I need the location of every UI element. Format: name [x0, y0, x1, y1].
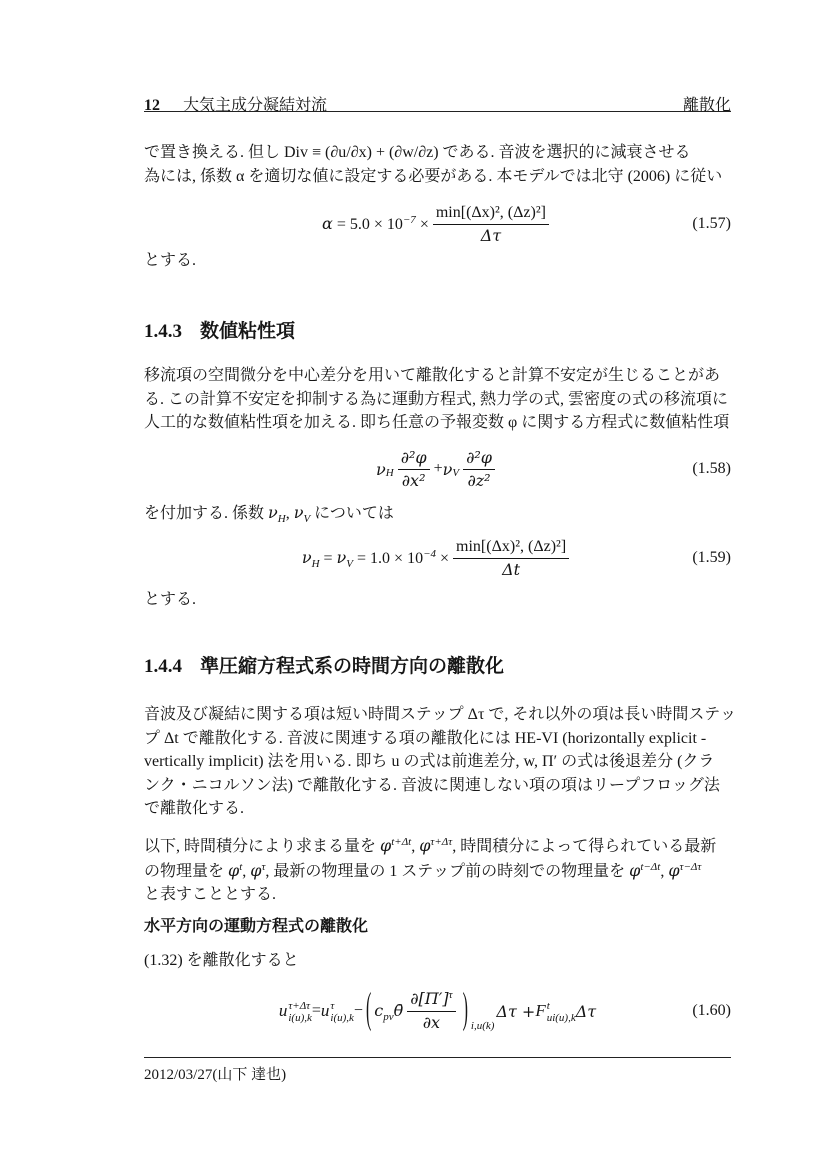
fraction: [407, 988, 455, 1034]
fraction-denominator: Δt: [502, 559, 521, 579]
equation-1-57-body: [322, 202, 553, 247]
equation-1-59-body: [302, 536, 573, 581]
text-line: で離散化する.: [144, 800, 245, 817]
text-line: ンク・ニコルソン法) で離散化する. 音波に関連しない項の項はリープフロッグ法: [144, 776, 720, 794]
equation-number: (1.57): [692, 215, 731, 232]
text-line: とする.: [144, 591, 197, 608]
math-subscript: ui(u),k: [546, 1012, 576, 1024]
fraction: [453, 536, 569, 581]
math-superscript: τ+Δτ: [288, 1000, 311, 1012]
equation-lhs: $\alpha = 5.0 \times 10^{-7}$ ×: [322, 214, 429, 233]
math-operator: −: [353, 1002, 363, 1019]
equation-number: (1.60): [692, 1002, 731, 1019]
paragraph-time-discretization: [144, 703, 737, 821]
fraction-numerator: $\partial[\Pi']^\tau$: [410, 989, 453, 1008]
section-number: 1.4.4: [144, 656, 182, 677]
equation-number: (1.59): [692, 549, 731, 566]
fraction-denominator: ∂z²: [467, 470, 491, 490]
math-subscript: i(u),k: [288, 1012, 312, 1024]
math-operator: +: [433, 460, 443, 477]
fraction-denominator: ∂x: [422, 1013, 441, 1032]
fraction: [398, 447, 430, 492]
section-title: 準圧縮方程式系の時間方向の離散化: [200, 656, 505, 677]
math-var: u: [278, 1001, 288, 1020]
equation-1-58: [144, 446, 731, 492]
text-line: 人工的な数値粘性項を加える. 即ち任意の予報変数 φ に関する方程式に数値粘性項: [144, 414, 730, 431]
text-line: vertically implicit) 法を用いる. 即ち u の式は前進差分, w, Π′ の式は後退差分 (クラ: [144, 753, 715, 770]
section-heading-143: [144, 316, 731, 343]
fraction-numerator: min[(Δx)², (Δz)²]: [435, 203, 546, 221]
paragraph-divergence: [144, 141, 731, 188]
math-superscript: t: [546, 1000, 550, 1012]
header-right-title: 離散化: [682, 97, 731, 114]
page-number: 12: [144, 97, 160, 114]
section-title: 数値粘性項: [200, 321, 296, 342]
supsub-stack: [330, 1000, 354, 1024]
text-line: の物理量を $\varphi^t$, $\varphi^\tau$, 最新の物理量の 1 ステップ前の時刻での物理量を $\varphi^{t-\Delta t}$, $\varphi^{\tau-\Delta\tau}$: [144, 860, 702, 880]
coefficient: $c_{pv}\thetā$: [374, 1001, 404, 1023]
left-paren: (: [365, 986, 372, 1033]
text-line: る. この計算不安定を抑制する為に運動方程式, 熱力学の式, 雲密度の式の移流項に: [144, 390, 729, 408]
math-superscript: τ: [330, 1000, 335, 1012]
footer-rule: [144, 1057, 731, 1058]
equation-1-60: [144, 982, 731, 1040]
text-line: 以下, 時間積分により求まる量を $\varphi^{t+\Delta t}$, $\varphi^{\tau+\Delta\tau}$, 時間積分によって得られている最新: [144, 836, 717, 855]
math-operator: =: [311, 1002, 321, 1019]
paragraph-notation: [144, 834, 731, 907]
math-term: Δτ: [575, 1001, 597, 1021]
right-paren: ): [462, 986, 468, 1033]
header-left-title: 大気主成分凝結対流: [183, 97, 328, 114]
math-var: ν: [442, 459, 453, 479]
text-line: 移流項の空間微分を中心差分を用いて離散化すると計算不安定が生じることがあ: [144, 367, 721, 384]
header-rule: [144, 111, 731, 112]
math-var: F: [535, 1001, 546, 1020]
text-line: とする.: [144, 252, 197, 269]
text-line: を付加する. 係数 $\nu_H$, $\nu_V$ については: [144, 503, 394, 525]
text-line: (1.32) を離散化すると: [144, 952, 299, 969]
section-number: 1.4.3: [144, 321, 182, 342]
text-line: プ Δt で離散化する. 音波に関連する項の離散化には HE-VI (horizontally explicit -: [144, 729, 707, 747]
paren-subscript: i,u(k): [470, 1020, 495, 1032]
equation-1-58-body: ν $_H$ $\frac{\text{∂²φ}}{\text{∂x²}}$ + ν $_V$ $\frac{\text{∂²φ}}{\text{∂z²}}$: [376, 447, 499, 492]
supsub-stack: [288, 1000, 312, 1024]
fraction-denominator: Δτ: [480, 225, 502, 245]
math-var: u: [320, 1001, 330, 1020]
supsub-stack: [547, 1000, 576, 1024]
math-subscript: i(u),k: [330, 1012, 354, 1024]
fraction-numerator: min[(Δx)², (Δz)²]: [456, 537, 567, 555]
equation-1-60-body: [279, 988, 596, 1034]
math-term: Δτ +: [496, 1001, 536, 1021]
equation-number: (1.58): [692, 460, 731, 477]
equation-1-59: [144, 533, 731, 583]
subsection-heading-horizontal-momentum: 水平方向の運動方程式の離散化: [144, 918, 369, 935]
text-line: 為には, 係数 α を適切な値に設定する必要がある. 本モデルでは北守 (2006) に従い: [144, 167, 723, 185]
footer-date-author: 2012/03/27(山下 達也): [144, 1067, 287, 1083]
text-line: 音波及び凝結に関する項は短い時間ステップ Δτ で, それ以外の項は長い時間ステッ: [144, 706, 737, 723]
fraction: [433, 202, 549, 247]
math-var: ν: [376, 459, 386, 479]
paragraph-numerical-viscosity: [144, 364, 731, 435]
equation-1-57: [144, 198, 731, 250]
text-line: で置き換える. 但し Div ≡ (∂u/∂x) + (∂w/∂z) である. 音波を選択的に減衰させる: [144, 144, 691, 161]
fraction-numerator: ∂²φ: [400, 447, 427, 467]
fraction-denominator: ∂x²: [401, 470, 426, 490]
equation-lhs: $\nu_H = \nu_V = 1.0 \times 10^{-4}$ ×: [301, 548, 450, 570]
fraction-numerator: ∂²φ: [466, 447, 492, 467]
section-heading-144: [144, 651, 731, 678]
fraction: [463, 447, 495, 492]
text-line: と表すこととする.: [144, 886, 277, 903]
